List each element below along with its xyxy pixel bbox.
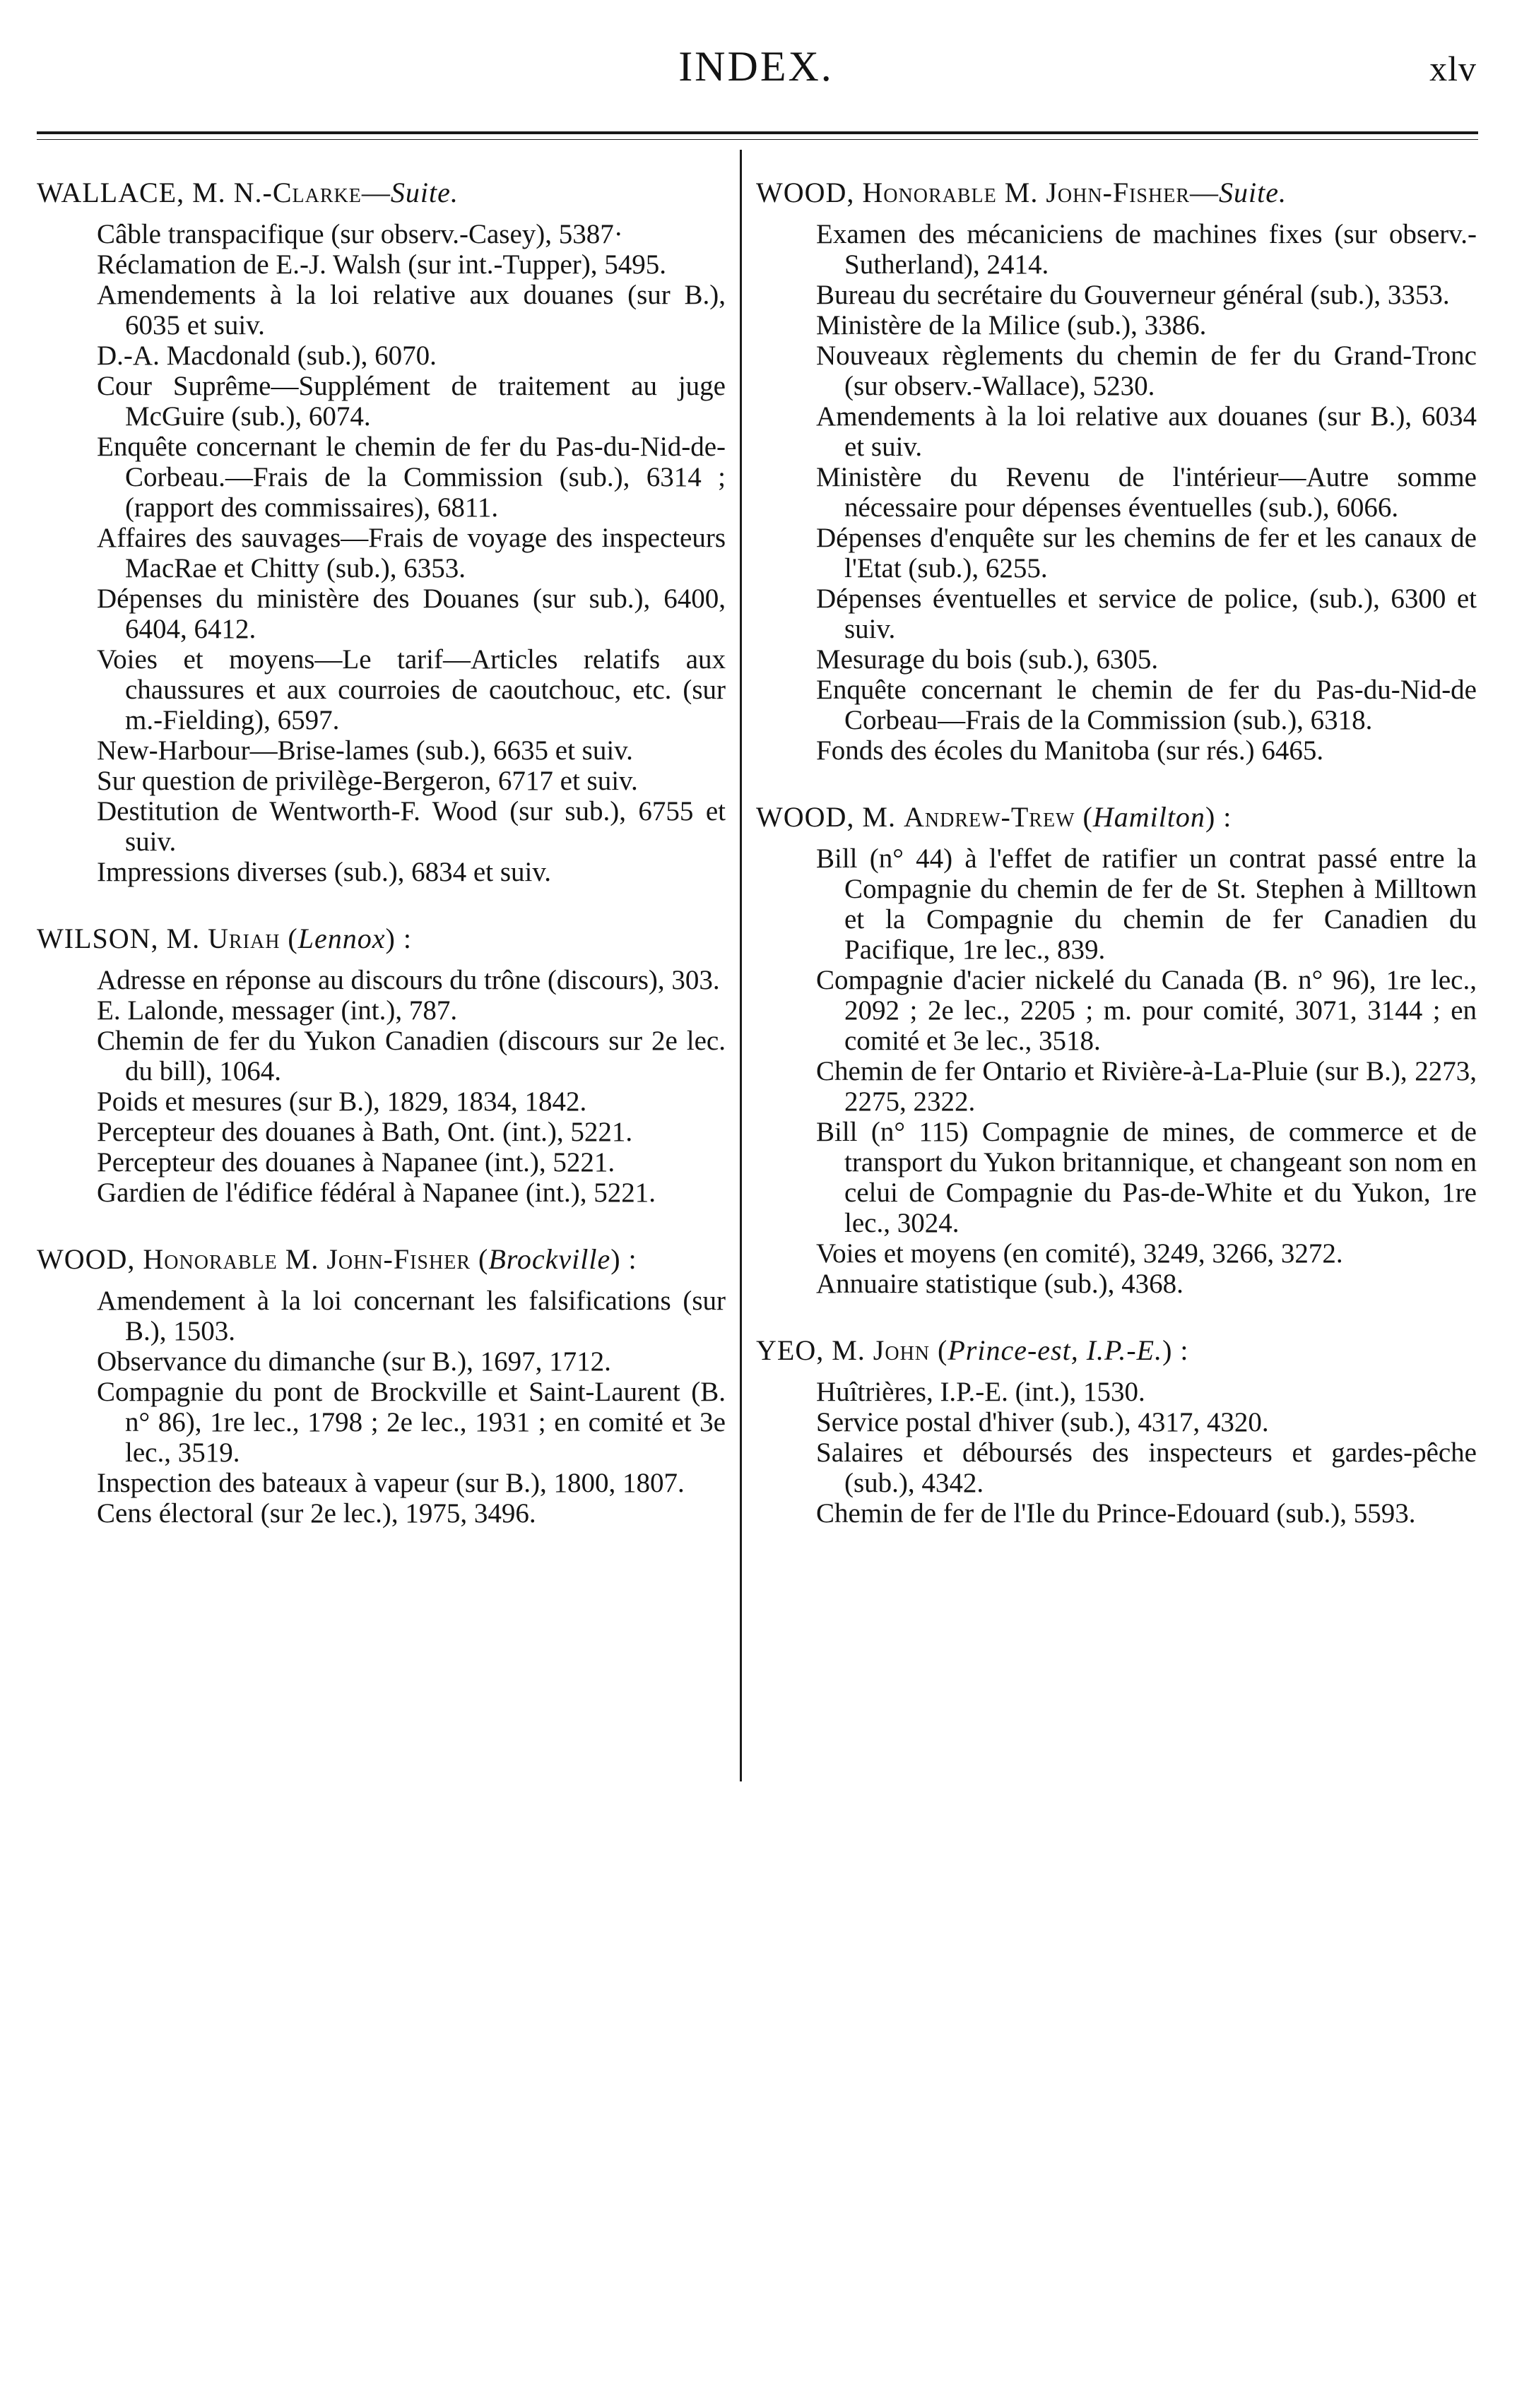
page-header bbox=[35, 42, 1477, 106]
entry-heading bbox=[756, 1334, 1477, 1367]
heading-smallcaps: Clarke bbox=[272, 177, 362, 208]
entry-items bbox=[756, 1377, 1477, 1529]
entry-heading bbox=[37, 923, 726, 955]
index-item: Ministère de la Milice (sub.), 3386. bbox=[816, 310, 1207, 340]
index-item: Dépenses d'enquête sur les chemins de fer et les canaux de l'Etat (sub.), 6255. bbox=[816, 523, 1477, 583]
index-item: New-Harbour—Brise-lames (sub.), 6635 et suiv. bbox=[97, 735, 633, 766]
index-item: Chemin de fer Ontario et Rivière-à-La-Pluie (sur B.), 2273, 2275, 2322. bbox=[816, 1056, 1477, 1117]
page-title: INDEX. bbox=[678, 43, 834, 90]
column-divider bbox=[740, 150, 742, 1781]
index-entry bbox=[756, 801, 1477, 1299]
entry-heading bbox=[756, 177, 1477, 209]
index-item: D.-A. Macdonald (sub.), 6070. bbox=[97, 340, 437, 371]
heading-italic: Suite. bbox=[390, 177, 459, 208]
heading-smallcaps: Andrew-Trew bbox=[903, 801, 1075, 833]
index-item: Percepteur des douanes à Bath, Ont. (int.), 5221. bbox=[97, 1117, 633, 1147]
index-item: Dépenses du ministère des Douanes (sur sub.), 6400, 6404, 6412. bbox=[97, 583, 726, 644]
heading-italic: Hamilton bbox=[1092, 801, 1205, 833]
heading-end: ) : bbox=[610, 1243, 637, 1275]
index-item: Gardien de l'édifice fédéral à Napanee (int.), 5221. bbox=[97, 1178, 656, 1208]
entry-heading bbox=[756, 801, 1477, 834]
index-item: E. Lalonde, messager (int.), 787. bbox=[97, 995, 458, 1026]
index-item: Sur question de privilège-Bergeron, 6717 et suiv. bbox=[97, 766, 638, 796]
index-item: Adresse en réponse au discours du trône (discours), 303. bbox=[97, 965, 720, 995]
index-item: Inspection des bateaux à vapeur (sur B.), 1800, 1807. bbox=[97, 1468, 685, 1498]
index-item: Huîtrières, I.P.-E. (int.), 1530. bbox=[816, 1377, 1145, 1407]
entry-items bbox=[756, 219, 1477, 766]
page-number: xlv bbox=[1429, 49, 1477, 88]
entry-items bbox=[37, 965, 726, 1208]
heading-name: WOOD, bbox=[756, 177, 863, 208]
index-item: Observance du dimanche (sur B.), 1697, 1712. bbox=[97, 1346, 611, 1377]
heading-separator: ( bbox=[1075, 801, 1093, 833]
index-item: Mesurage du bois (sub.), 6305. bbox=[816, 644, 1159, 675]
heading-end: ) : bbox=[1162, 1334, 1189, 1366]
heading-name: WALLACE, M. N.- bbox=[37, 177, 273, 208]
index-item: Service postal d'hiver (sub.), 4317, 4320. bbox=[816, 1407, 1269, 1437]
index-item: Examen des mécaniciens de machines fixes (sur observ.-Sutherland), 2414. bbox=[816, 219, 1477, 280]
index-item: Impressions diverses (sub.), 6834 et suiv. bbox=[97, 857, 552, 887]
heading-separator: — bbox=[361, 177, 391, 208]
index-item: Voies et moyens (en comité), 3249, 3266, 3272. bbox=[816, 1238, 1343, 1269]
heading-separator: ( bbox=[471, 1243, 489, 1275]
index-item: Compagnie d'acier nickelé du Canada (B. n° 96), 1re lec., 2092 ; 2e lec., 2205 ; m. pour comité, 3071, 3144 ; en comité et 3e lec., 3518. bbox=[816, 965, 1477, 1056]
heading-italic: Brockville bbox=[488, 1243, 611, 1275]
index-item: Bureau du secrétaire du Gouverneur général (sub.), 3353. bbox=[816, 280, 1450, 310]
index-item: Enquête concernant le chemin de fer du Pas-du-Nid-de-Corbeau.—Frais de la Commission (sub.), 6314 ; (rapport des commissaires), 6811. bbox=[97, 432, 726, 523]
entry-items bbox=[37, 219, 726, 887]
heading-italic: Lennox bbox=[297, 923, 386, 954]
index-item: Voies et moyens—Le tarif—Articles relatifs aux chaussures et aux courroies de caoutchouc, etc. (sur m.-Fielding), 6597. bbox=[97, 644, 726, 735]
index-item: Bill (n° 44) à l'effet de ratifier un contrat passé entre la Compagnie du chemin de fer de St. Stephen à Milltown et la Compagnie du chemin de fer Canadien du Pacifique, 1re lec., 839. bbox=[816, 843, 1477, 965]
index-item: Chemin de fer du Yukon Canadien (discours sur 2e lec. du bill), 1064. bbox=[97, 1026, 726, 1086]
index-entry bbox=[37, 923, 726, 1208]
heading-smallcaps: Honorable M. John-Fisher bbox=[862, 177, 1191, 208]
left-column bbox=[37, 177, 726, 1564]
index-item: Compagnie du pont de Brockville et Saint-Laurent (B. n° 86), 1re lec., 1798 ; 2e lec., 1931 ; en comité et 3e lec., 3519. bbox=[97, 1377, 726, 1468]
index-item: Amendement à la loi concernant les falsifications (sur B.), 1503. bbox=[97, 1286, 726, 1346]
heading-separator: ( bbox=[930, 1334, 948, 1366]
entry-items bbox=[756, 843, 1477, 1299]
index-entry bbox=[756, 177, 1477, 766]
heading-smallcaps: Honorable M. John-Fisher bbox=[143, 1243, 471, 1275]
index-item: Amendements à la loi relative aux douanes (sur B.), 6034 et suiv. bbox=[816, 401, 1477, 462]
heading-smallcaps: Uriah bbox=[208, 923, 281, 954]
index-item: Dépenses éventuelles et service de police, (sub.), 6300 et suiv. bbox=[816, 583, 1477, 644]
index-item: Enquête concernant le chemin de fer du Pas-du-Nid-de Corbeau—Frais de la Commission (sub.), 6318. bbox=[816, 675, 1477, 735]
heading-separator: ( bbox=[280, 923, 298, 954]
heading-name: WOOD, bbox=[37, 1243, 143, 1275]
heading-name: YEO, M. bbox=[756, 1334, 873, 1366]
heading-name: WOOD, M. bbox=[756, 801, 904, 833]
heading-smallcaps: John bbox=[873, 1334, 931, 1366]
index-item: Cour Suprême—Supplément de traitement au juge McGuire (sub.), 6074. bbox=[97, 371, 726, 432]
index-item: Destitution de Wentworth-F. Wood (sur sub.), 6755 et suiv. bbox=[97, 796, 726, 857]
heading-separator: — bbox=[1190, 177, 1220, 208]
index-item: Salaires et déboursés des inspecteurs et gardes-pêche (sub.), 4342. bbox=[816, 1437, 1477, 1498]
index-item: Câble transpacifique (sur observ.-Casey), 5387· bbox=[97, 219, 623, 249]
index-item: Nouveaux règlements du chemin de fer du Grand-Tronc (sur observ.-Wallace), 5230. bbox=[816, 340, 1477, 401]
heading-end: ) : bbox=[385, 923, 412, 954]
index-item: Ministère du Revenu de l'intérieur—Autre somme nécessaire pour dépenses éventuelles (sub.), 6066. bbox=[816, 462, 1477, 523]
index-entry bbox=[37, 1243, 726, 1529]
entry-items bbox=[37, 1286, 726, 1529]
index-item: Percepteur des douanes à Napanee (int.), 5221. bbox=[97, 1147, 615, 1178]
entry-heading bbox=[37, 1243, 726, 1276]
header-rule bbox=[37, 131, 1478, 134]
index-item: Fonds des écoles du Manitoba (sur rés.) 6465. bbox=[816, 735, 1324, 766]
index-item: Poids et mesures (sur B.), 1829, 1834, 1842. bbox=[97, 1086, 587, 1117]
heading-italic: Prince-est, I.P.-E. bbox=[948, 1334, 1163, 1366]
heading-end: ) : bbox=[1205, 801, 1232, 833]
index-entry bbox=[756, 1334, 1477, 1529]
heading-name: WILSON, M. bbox=[37, 923, 208, 954]
index-item: Affaires des sauvages—Frais de voyage des inspecteurs MacRae et Chitty (sub.), 6353. bbox=[97, 523, 726, 583]
right-column bbox=[756, 177, 1477, 1564]
index-item: Chemin de fer de l'Ile du Prince-Edouard (sub.), 5593. bbox=[816, 1498, 1416, 1529]
index-entry bbox=[37, 177, 726, 887]
index-item: Annuaire statistique (sub.), 4368. bbox=[816, 1269, 1184, 1299]
index-item: Amendements à la loi relative aux douanes (sur B.), 6035 et suiv. bbox=[97, 280, 726, 340]
header-rule-thin bbox=[37, 139, 1478, 140]
index-item: Cens électoral (sur 2e lec.), 1975, 3496. bbox=[97, 1498, 536, 1529]
heading-italic: Suite. bbox=[1219, 177, 1287, 208]
index-item: Bill (n° 115) Compagnie de mines, de commerce et de transport du Yukon britannique, et changeant son nom en celui de Compagnie du Pas-de-White et du Yukon, 1re lec., 3024. bbox=[816, 1117, 1477, 1238]
index-item: Réclamation de E.-J. Walsh (sur int.-Tupper), 5495. bbox=[97, 249, 666, 280]
entry-heading bbox=[37, 177, 726, 209]
